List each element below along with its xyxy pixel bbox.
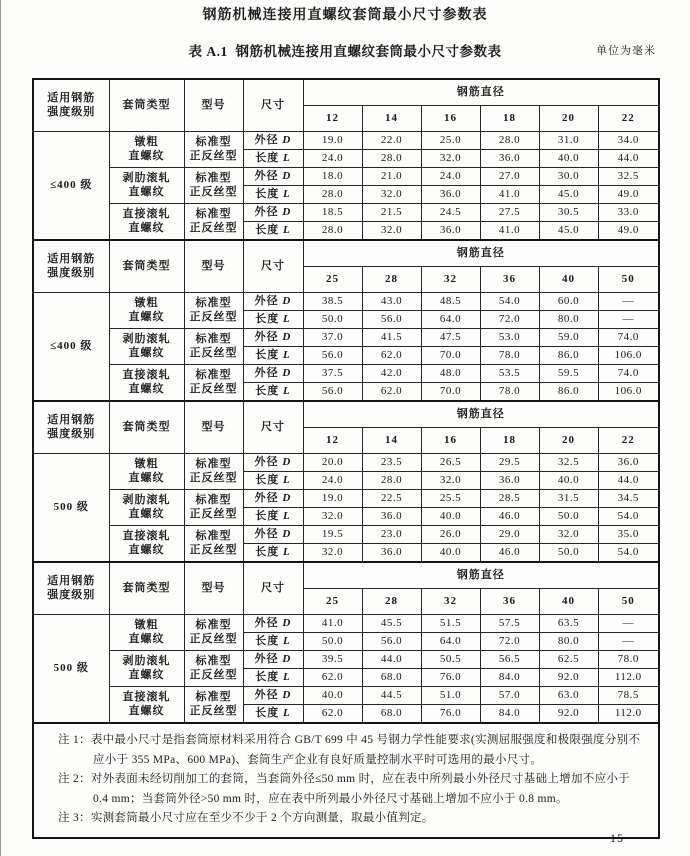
- diameter-header: 40: [539, 267, 598, 293]
- value-cell: 32.0: [362, 222, 421, 241]
- size-label-cell: 长度 L: [243, 222, 303, 241]
- value-cell: 18.0: [303, 168, 362, 186]
- value-cell: 62.0: [362, 347, 421, 365]
- model-cell: 标准型 正反丝型: [184, 132, 243, 168]
- value-cell: 76.0: [421, 705, 480, 724]
- size-label-cell: 长度 L: [243, 347, 303, 365]
- model-cell: 标准型 正反丝型: [184, 615, 243, 651]
- value-cell: 74.0: [598, 329, 659, 347]
- value-cell: 29.5: [480, 454, 539, 472]
- strength-level-cell: 500 级: [33, 615, 109, 724]
- value-cell: 64.0: [421, 311, 480, 329]
- size-label-cell: 长度 L: [243, 311, 303, 329]
- col-header-size: 尺寸: [243, 562, 303, 615]
- value-cell: 25.5: [421, 490, 480, 508]
- value-cell: 112.0: [598, 669, 659, 687]
- value-cell: 28.0: [480, 132, 539, 150]
- diameter-header: 36: [480, 589, 539, 615]
- strength-level-cell: ≤400 级: [33, 293, 109, 402]
- value-cell: 80.0: [539, 311, 598, 329]
- diameter-header: 36: [480, 267, 539, 293]
- value-cell: 70.0: [421, 347, 480, 365]
- size-label-cell: 外径 D: [243, 329, 303, 347]
- size-label-cell: 长度 L: [243, 705, 303, 724]
- value-cell: 76.0: [421, 669, 480, 687]
- value-cell: 72.0: [480, 311, 539, 329]
- value-cell: 60.0: [539, 293, 598, 311]
- value-cell: 32.0: [303, 508, 362, 526]
- sleeve-type-cell: 直接滚轧 直螺纹: [109, 204, 184, 241]
- value-cell: 32.0: [421, 472, 480, 490]
- value-cell: 28.0: [303, 186, 362, 204]
- value-cell: 74.0: [598, 365, 659, 383]
- value-cell: 54.0: [598, 544, 659, 563]
- value-cell: 46.0: [480, 508, 539, 526]
- col-header-model: 型号: [184, 401, 243, 454]
- col-header-size: 尺寸: [243, 79, 303, 132]
- size-label-cell: 长度 L: [243, 508, 303, 526]
- model-cell: 标准型 正反丝型: [184, 651, 243, 687]
- value-cell: 40.0: [421, 544, 480, 563]
- col-header-size: 尺寸: [243, 401, 303, 454]
- value-cell: 32.5: [539, 454, 598, 472]
- sleeve-type-cell: 直接滚轧 直螺纹: [109, 365, 184, 402]
- page-number: 15: [610, 831, 624, 845]
- scan-edge-artifact: [0, 0, 1, 856]
- page-header-title: 钢筋机械连接用直螺纹套筒最小尺寸参数表: [202, 8, 488, 23]
- value-cell: 56.5: [480, 651, 539, 669]
- value-cell: 56.0: [362, 311, 421, 329]
- value-cell: 33.0: [598, 204, 659, 222]
- col-header-model: 型号: [184, 79, 243, 132]
- value-cell: 32.0: [362, 186, 421, 204]
- value-cell: 62.0: [303, 705, 362, 724]
- unit-label: 单位为毫米: [596, 45, 656, 57]
- note-line: 注 2：对外表面未经切削加工的套筒，当套筒外径≤50 mm 时，应在表中所列最小外径尺寸基础上增加不应小于 0.4 mm；当套筒外径>50 mm 时，应在表中所列最小外径尺寸基础上增加不应小于 0.8 mm。: [58, 773, 630, 805]
- value-cell: 70.0: [421, 383, 480, 402]
- value-cell: 41.0: [480, 222, 539, 241]
- size-label-cell: 长度 L: [243, 669, 303, 687]
- size-label-cell: 外径 D: [243, 365, 303, 383]
- value-cell: 50.0: [303, 633, 362, 651]
- value-cell: 50.0: [303, 311, 362, 329]
- col-header-strength: 适用钢筋 强度级别: [33, 79, 109, 132]
- value-cell: 106.0: [598, 347, 659, 365]
- value-cell: 41.5: [362, 329, 421, 347]
- value-cell: 28.5: [480, 490, 539, 508]
- value-cell: 50.5: [421, 651, 480, 669]
- value-cell: 28.0: [362, 472, 421, 490]
- diameter-header: 50: [598, 589, 659, 615]
- col-header-sleeve-type: 套筒类型: [109, 401, 184, 454]
- value-cell: 23.0: [362, 526, 421, 544]
- value-cell: 53.5: [480, 365, 539, 383]
- value-cell: 106.0: [598, 383, 659, 402]
- value-cell: —: [598, 615, 659, 633]
- value-cell: 27.0: [480, 168, 539, 186]
- value-cell: 57.5: [480, 615, 539, 633]
- value-cell: 36.0: [598, 454, 659, 472]
- value-cell: 19.0: [303, 132, 362, 150]
- value-cell: 51.0: [421, 687, 480, 705]
- col-header-strength: 适用钢筋 强度级别: [33, 240, 109, 293]
- col-header-diameter-group: 钢筋直径: [303, 401, 659, 428]
- value-cell: 45.0: [539, 186, 598, 204]
- diameter-header: 20: [539, 428, 598, 454]
- size-label-cell: 外径 D: [243, 454, 303, 472]
- size-label-cell: 长度 L: [243, 150, 303, 168]
- col-header-sleeve-type: 套筒类型: [109, 79, 184, 132]
- value-cell: 36.0: [421, 186, 480, 204]
- value-cell: 43.0: [362, 293, 421, 311]
- value-cell: 28.0: [303, 222, 362, 241]
- value-cell: 62.0: [362, 383, 421, 402]
- value-cell: 40.0: [421, 508, 480, 526]
- size-label-cell: 外径 D: [243, 526, 303, 544]
- value-cell: 42.0: [362, 365, 421, 383]
- col-header-size: 尺寸: [243, 240, 303, 293]
- value-cell: 37.5: [303, 365, 362, 383]
- strength-level-cell: 500 级: [33, 454, 109, 563]
- diameter-header: 50: [598, 267, 659, 293]
- sleeve-type-cell: 剥肋滚轧 直螺纹: [109, 651, 184, 687]
- diameter-header: 14: [362, 428, 421, 454]
- value-cell: 31.5: [539, 490, 598, 508]
- diameter-header: 18: [480, 106, 539, 132]
- value-cell: 48.5: [421, 293, 480, 311]
- value-cell: 18.5: [303, 204, 362, 222]
- parameter-table: [32, 78, 660, 839]
- value-cell: 23.5: [362, 454, 421, 472]
- notes-cell: [33, 723, 659, 838]
- value-cell: 41.0: [303, 615, 362, 633]
- value-cell: 36.0: [480, 150, 539, 168]
- value-cell: 57.0: [480, 687, 539, 705]
- value-cell: 78.0: [480, 347, 539, 365]
- value-cell: 41.0: [480, 186, 539, 204]
- size-label-cell: 长度 L: [243, 544, 303, 563]
- value-cell: 38.5: [303, 293, 362, 311]
- value-cell: 36.0: [480, 472, 539, 490]
- size-label-cell: 长度 L: [243, 186, 303, 204]
- model-cell: 标准型 正反丝型: [184, 293, 243, 329]
- value-cell: 72.0: [480, 633, 539, 651]
- value-cell: 56.0: [303, 383, 362, 402]
- value-cell: —: [598, 311, 659, 329]
- size-label-cell: 长度 L: [243, 383, 303, 402]
- value-cell: 45.0: [539, 222, 598, 241]
- sleeve-type-cell: 镦粗 直螺纹: [109, 615, 184, 651]
- diameter-header: 14: [362, 106, 421, 132]
- col-header-model: 型号: [184, 240, 243, 293]
- value-cell: 47.5: [421, 329, 480, 347]
- value-cell: 40.0: [539, 150, 598, 168]
- value-cell: 78.0: [598, 651, 659, 669]
- value-cell: 20.0: [303, 454, 362, 472]
- value-cell: 50.0: [539, 544, 598, 563]
- value-cell: 56.0: [362, 633, 421, 651]
- value-cell: 22.0: [362, 132, 421, 150]
- value-cell: 44.0: [362, 651, 421, 669]
- model-cell: 标准型 正反丝型: [184, 454, 243, 490]
- value-cell: 31.0: [539, 132, 598, 150]
- size-label-cell: 外径 D: [243, 293, 303, 311]
- diameter-header: 12: [303, 106, 362, 132]
- size-label-cell: 外径 D: [243, 132, 303, 150]
- value-cell: 27.5: [480, 204, 539, 222]
- value-cell: 21.0: [362, 168, 421, 186]
- value-cell: 80.0: [539, 633, 598, 651]
- diameter-header: 18: [480, 428, 539, 454]
- value-cell: 37.0: [303, 329, 362, 347]
- diameter-header: 20: [539, 106, 598, 132]
- value-cell: 68.0: [362, 705, 421, 724]
- value-cell: 51.5: [421, 615, 480, 633]
- sleeve-type-cell: 直接滚轧 直螺纹: [109, 687, 184, 724]
- size-label-cell: 外径 D: [243, 490, 303, 508]
- value-cell: 19.0: [303, 490, 362, 508]
- value-cell: 53.0: [480, 329, 539, 347]
- value-cell: 22.5: [362, 490, 421, 508]
- value-cell: 68.0: [362, 669, 421, 687]
- value-cell: 24.0: [303, 472, 362, 490]
- value-cell: 44.5: [362, 687, 421, 705]
- diameter-header: 25: [303, 267, 362, 293]
- diameter-header: 25: [303, 589, 362, 615]
- value-cell: 56.0: [303, 347, 362, 365]
- value-cell: 32.0: [303, 544, 362, 563]
- col-header-strength: 适用钢筋 强度级别: [33, 401, 109, 454]
- diameter-header: 40: [539, 589, 598, 615]
- table-caption: 表 A.1 钢筋机械连接用直螺纹套筒最小尺寸参数表: [188, 44, 502, 59]
- size-label-cell: 外径 D: [243, 615, 303, 633]
- model-cell: 标准型 正反丝型: [184, 365, 243, 402]
- diameter-header: 12: [303, 428, 362, 454]
- value-cell: 24.0: [303, 150, 362, 168]
- model-cell: 标准型 正反丝型: [184, 329, 243, 365]
- value-cell: 48.0: [421, 365, 480, 383]
- model-cell: 标准型 正反丝型: [184, 526, 243, 563]
- value-cell: 62.0: [303, 669, 362, 687]
- size-label-cell: 长度 L: [243, 633, 303, 651]
- sleeve-type-cell: 镦粗 直螺纹: [109, 454, 184, 490]
- value-cell: 44.0: [598, 150, 659, 168]
- value-cell: 34.0: [598, 132, 659, 150]
- size-label-cell: 外径 D: [243, 204, 303, 222]
- value-cell: 59.0: [539, 329, 598, 347]
- value-cell: —: [598, 633, 659, 651]
- value-cell: 64.0: [421, 633, 480, 651]
- value-cell: 54.0: [480, 293, 539, 311]
- value-cell: 49.0: [598, 222, 659, 241]
- diameter-header: 16: [421, 428, 480, 454]
- value-cell: 62.5: [539, 651, 598, 669]
- col-header-strength: 适用钢筋 强度级别: [33, 562, 109, 615]
- value-cell: 36.0: [421, 222, 480, 241]
- value-cell: 78.5: [598, 687, 659, 705]
- value-cell: 36.0: [362, 544, 421, 563]
- sleeve-type-cell: 剥肋滚轧 直螺纹: [109, 329, 184, 365]
- value-cell: 49.0: [598, 186, 659, 204]
- size-label-cell: 外径 D: [243, 651, 303, 669]
- value-cell: 29.0: [480, 526, 539, 544]
- value-cell: 63.5: [539, 615, 598, 633]
- size-label-cell: 外径 D: [243, 168, 303, 186]
- value-cell: 54.0: [598, 508, 659, 526]
- col-header-sleeve-type: 套筒类型: [109, 562, 184, 615]
- strength-level-cell: ≤400 级: [33, 132, 109, 241]
- value-cell: 86.0: [539, 347, 598, 365]
- value-cell: —: [598, 293, 659, 311]
- table-caption-row: [0, 40, 690, 58]
- value-cell: 84.0: [480, 705, 539, 724]
- value-cell: 34.5: [598, 490, 659, 508]
- value-cell: 78.0: [480, 383, 539, 402]
- value-cell: 30.0: [539, 168, 598, 186]
- col-header-sleeve-type: 套筒类型: [109, 240, 184, 293]
- model-cell: 标准型 正反丝型: [184, 168, 243, 204]
- value-cell: 45.5: [362, 615, 421, 633]
- value-cell: 36.0: [362, 508, 421, 526]
- sleeve-type-cell: 剥肋滚轧 直螺纹: [109, 490, 184, 526]
- diameter-header: 28: [362, 267, 421, 293]
- value-cell: 46.0: [480, 544, 539, 563]
- value-cell: 26.5: [421, 454, 480, 472]
- value-cell: 92.0: [539, 705, 598, 724]
- value-cell: 32.5: [598, 168, 659, 186]
- value-cell: 59.5: [539, 365, 598, 383]
- model-cell: 标准型 正反丝型: [184, 204, 243, 241]
- value-cell: 50.0: [539, 508, 598, 526]
- col-header-model: 型号: [184, 562, 243, 615]
- diameter-header: 32: [421, 589, 480, 615]
- value-cell: 19.5: [303, 526, 362, 544]
- value-cell: 32.0: [421, 150, 480, 168]
- size-label-cell: 长度 L: [243, 472, 303, 490]
- col-header-diameter-group: 钢筋直径: [303, 79, 659, 106]
- value-cell: 24.5: [421, 204, 480, 222]
- diameter-header: 16: [421, 106, 480, 132]
- value-cell: 24.0: [421, 168, 480, 186]
- value-cell: 26.0: [421, 526, 480, 544]
- value-cell: 35.0: [598, 526, 659, 544]
- sleeve-type-cell: 直接滚轧 直螺纹: [109, 526, 184, 563]
- value-cell: 28.0: [362, 150, 421, 168]
- value-cell: 25.0: [421, 132, 480, 150]
- col-header-diameter-group: 钢筋直径: [303, 240, 659, 267]
- sleeve-type-cell: 镦粗 直螺纹: [109, 132, 184, 168]
- diameter-header: 28: [362, 589, 421, 615]
- value-cell: 40.0: [539, 472, 598, 490]
- value-cell: 92.0: [539, 669, 598, 687]
- note-line: 注 3：实测套筒最小尺寸应在至少不少于 2 个方向测量，取最小值判定。: [58, 812, 434, 824]
- note-line: 注 1：表中最小尺寸是指套筒原材料采用符合 GB/T 699 中 45 号钢力学性能要求(实测屈服强度和极限强度分别不应小于 355 MPa、600 MPa)、套筒生产企业有良好质量控制水平时可选用的最小尺寸。: [58, 734, 641, 766]
- value-cell: 112.0: [598, 705, 659, 724]
- value-cell: 40.0: [303, 687, 362, 705]
- sleeve-type-cell: 镦粗 直螺纹: [109, 293, 184, 329]
- diameter-header: 22: [598, 106, 659, 132]
- value-cell: 63.0: [539, 687, 598, 705]
- model-cell: 标准型 正反丝型: [184, 687, 243, 724]
- value-cell: 21.5: [362, 204, 421, 222]
- value-cell: 86.0: [539, 383, 598, 402]
- col-header-diameter-group: 钢筋直径: [303, 562, 659, 589]
- value-cell: 84.0: [480, 669, 539, 687]
- value-cell: 44.0: [598, 472, 659, 490]
- value-cell: 39.5: [303, 651, 362, 669]
- model-cell: 标准型 正反丝型: [184, 490, 243, 526]
- value-cell: 30.5: [539, 204, 598, 222]
- size-label-cell: 外径 D: [243, 687, 303, 705]
- diameter-header: 32: [421, 267, 480, 293]
- diameter-header: 22: [598, 428, 659, 454]
- value-cell: 32.0: [539, 526, 598, 544]
- sleeve-type-cell: 剥肋滚轧 直螺纹: [109, 168, 184, 204]
